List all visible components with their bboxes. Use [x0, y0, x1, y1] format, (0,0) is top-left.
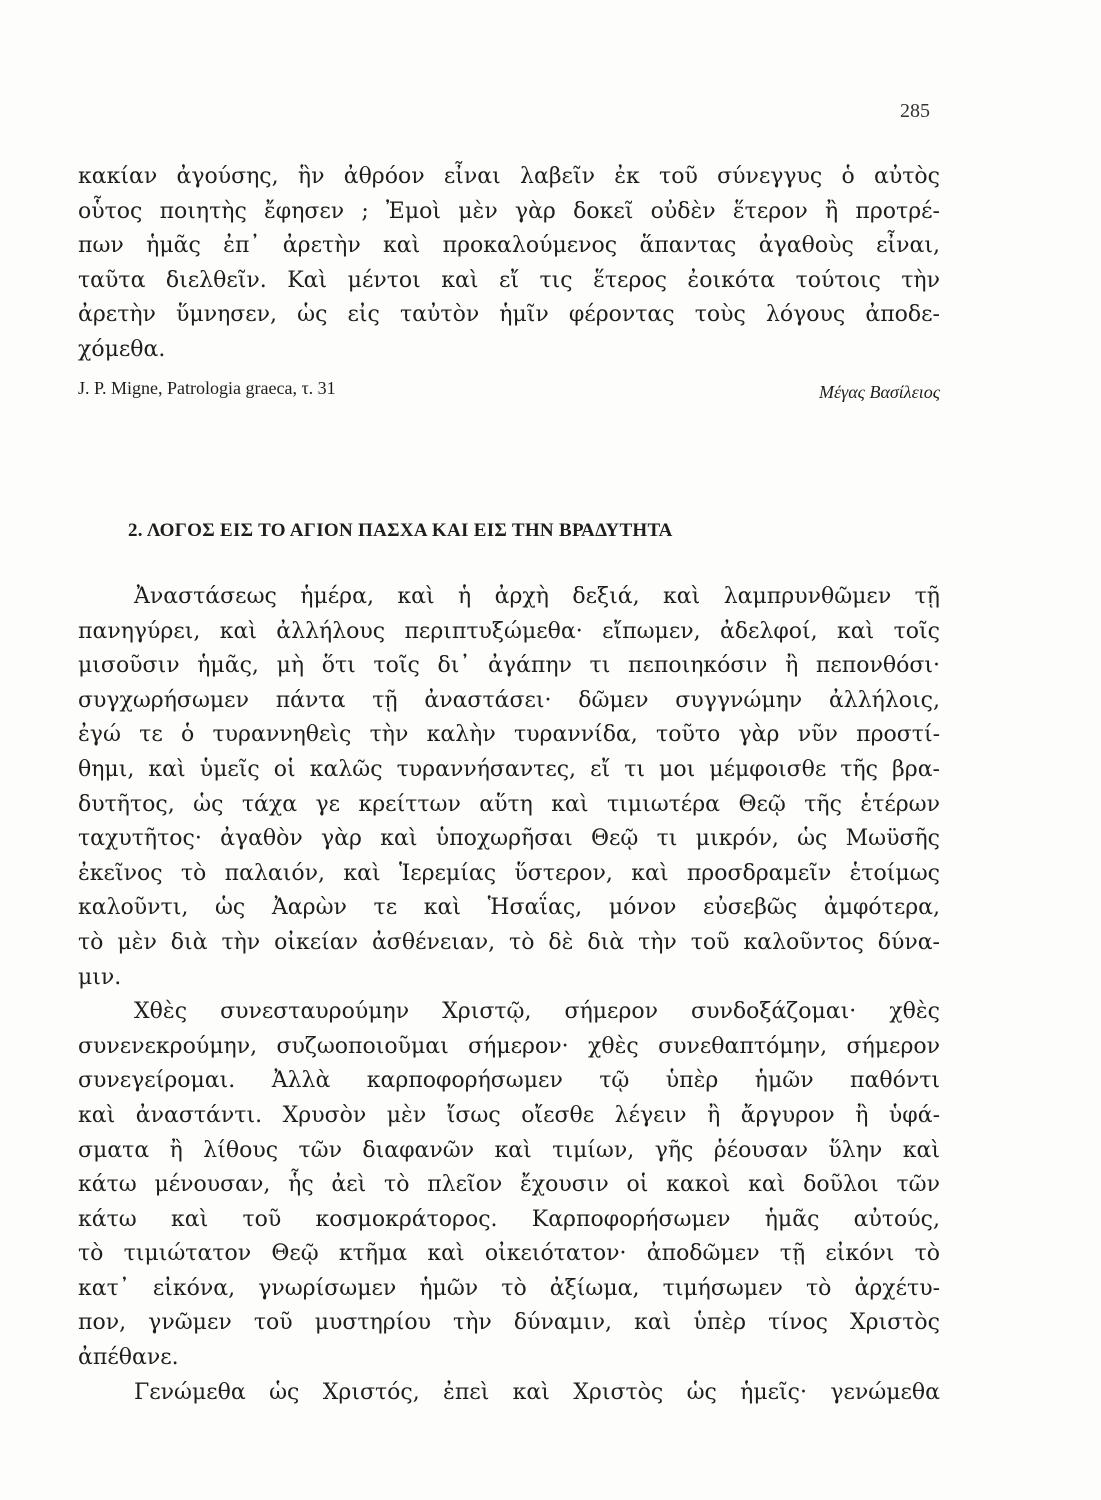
text-line: θημι, καὶ ὑμεῖς οἱ καλῶς τυραννήσαντες, εἴ τι μοι μέμφοισθε τῆς βρα- — [78, 756, 940, 782]
section-body — [78, 580, 940, 1410]
text-line: καλοῦντι, ὡς Ἀαρὼν τε καὶ Ἡσαΐας, μόνον εὐσεβῶς ἀμφότερα, — [78, 895, 940, 921]
text-line: ταχυτῆτος· ἀγαθὸν γὰρ καὶ ὑποχωρῆσαι Θεῷ τι μικρόν, ὡς Μωϋσῆς — [78, 826, 940, 852]
text-line: ἀπέθανε. — [78, 1345, 179, 1371]
text-line: ἐγώ τε ὁ τυραννηθεὶς τὴν καλὴν τυραννίδα, τοῦτο γὰρ νῦν προστί- — [78, 722, 940, 748]
page-number: 285 — [900, 100, 930, 122]
citation — [78, 378, 940, 408]
text-line: κάτω καὶ τοῦ κοσμοκράτορος. Καρποφορήσωμεν ἡμᾶς αὐτούς, — [78, 1206, 940, 1232]
text-line: ἀρετὴν ὕμνησεν, ὡς εἰς ταὐτὸν ἡμῖν φέροντας τοὺς λόγους ἀποδε- — [78, 302, 940, 328]
text-line: Ἀναστάσεως ἡμέρα, καὶ ἡ ἀρχὴ δεξιά, καὶ λαμπρυνθῶμεν τῇ — [134, 584, 940, 609]
text-line: πον, γνῶμεν τοῦ μυστηρίου τὴν δύναμιν, καὶ ὑπὲρ τίνος Χριστὸς — [78, 1310, 940, 1336]
text-line: τὸ τιμιώτατον Θεῷ κτῆμα καὶ οἰκειότατον· ἀποδῶμεν τῇ εἰκόνι τὸ — [78, 1241, 940, 1267]
text-line: πανηγύρει, καὶ ἀλλήλους περιπτυξώμεθα· εἴπωμεν, ἀδελφοί, καὶ τοῖς — [78, 618, 940, 644]
text-line: κακίαν ἀγούσης, ἣν ἀθρόον εἶναι λαβεῖν ἐκ τοῦ σύνεγγυς ὁ αὐτὸς — [78, 164, 940, 189]
citation-source: J. P. Migne, Patrologia graeca, τ. 31 — [78, 378, 336, 398]
text-line: ταῦτα διελθεῖν. Καὶ μέντοι καὶ εἴ τις ἕτερος ἐοικότα τούτοις τὴν — [78, 267, 940, 293]
text-line: συνενεκρούμην, συζωοποιοῦμαι σήμερον· χθὲς συνεθαπτόμην, σήμερον — [78, 1033, 940, 1059]
text-line: σματα ἢ λίθους τῶν διαφανῶν καὶ τιμίων, γῆς ῥέουσαν ὕλην καὶ — [78, 1137, 940, 1163]
text-line: μισοῦσιν ἡμᾶς, μὴ ὅτι τοῖς δι᾽ ἀγάπην τι πεποιηκόσιν ἢ πεπονθόσι· — [78, 653, 940, 679]
text-line: συγχωρήσωμεν πάντα τῇ ἀναστάσει· δῶμεν συγγνώμην ἀλλήλοις, — [78, 687, 940, 713]
text-line: δυτῆτος, ὡς τάχα γε κρείττων αὕτη καὶ τιμιωτέρα Θεῷ τῆς ἑτέρων — [78, 791, 940, 817]
text-line: Χθὲς συνεσταυρούμην Χριστῷ, σήμερον συνδοξάζομαι· χθὲς — [134, 999, 940, 1025]
text-line: χόμεθα. — [78, 336, 166, 362]
text-line: κάτω μένουσαν, ἧς ἀεὶ τὸ πλεῖον ἔχουσιν οἱ κακοὶ καὶ δοῦλοι τῶν — [78, 1172, 940, 1198]
text-line: κατ᾽ εἰκόνα, γνωρίσωμεν ἡμῶν τὸ ἀξίωμα, τιμήσωμεν τὸ ἀρχέτυ- — [78, 1275, 940, 1301]
text-line: καὶ ἀναστάντι. Χρυσὸν μὲν ἴσως οἴεσθε λέγειν ἢ ἄργυρον ἢ ὑφά- — [78, 1102, 940, 1128]
text-line: τὸ μὲν διὰ τὴν οἰκείαν ἀσθένειαν, τὸ δὲ διὰ τὴν τοῦ καλοῦντος δύνα- — [78, 929, 940, 955]
text-line: Γενώμεθα ὡς Χριστός, ἐπεὶ καὶ Χριστὸς ὡς ἡμεῖς· γενώμεθα — [134, 1379, 940, 1405]
intro-paragraph — [78, 160, 940, 368]
text-line: οὗτος ποιητὴς ἔφησεν ; Ἐμοὶ μὲν γὰρ δοκεῖ οὐδὲν ἕτερον ἢ προτρέ- — [78, 198, 940, 224]
text-line: πων ἡμᾶς ἐπ᾽ ἀρετὴν καὶ προκαλούμενος ἅπαντας ἀγαθοὺς εἶναι, — [78, 233, 940, 259]
section-heading: 2. ΛΟΓΟΣ ΕΙΣ ΤΟ ΑΓΙΟΝ ΠΑΣΧΑ ΚΑΙ ΕΙΣ ΤΗΝ ΒΡΑΔΥΤΗΤΑ — [128, 520, 673, 541]
citation-author: Μέγας Βασίλειος — [819, 382, 940, 402]
text-line: ἐκεῖνος τὸ παλαιόν, καὶ Ἱερεμίας ὕστερον, καὶ προσδραμεῖν ἑτοίμως — [78, 860, 940, 886]
text-line: μιν. — [78, 964, 122, 990]
text-line: συνεγείρομαι. Ἀλλὰ καρποφορήσωμεν τῷ ὑπὲρ ἡμῶν παθόντι — [78, 1068, 940, 1094]
